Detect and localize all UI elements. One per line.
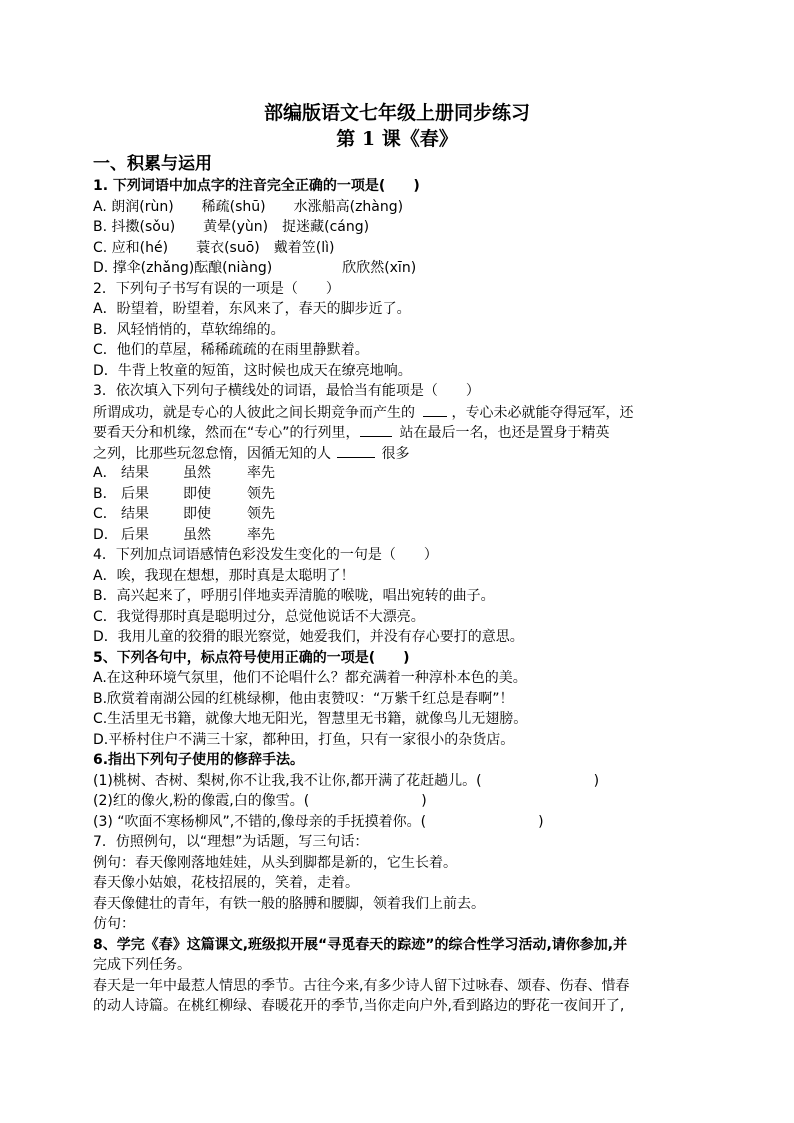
question-7-example-3: 春天像健壮的青年，有铁一般的胳膊和腰脚，领着我们上前去。 [93,895,485,912]
question-1-option-b: B. 抖擞(sǒu) 黄晕(yùn) 捉迷藏(cáng) [93,219,370,235]
passage-text: 要看天分和机缘，然而在“专心”的行列里， [93,425,360,441]
question-2-option-a: A．盼望着，盼望着，东风来了，春天的脚步近了。 [93,301,411,317]
question-4-option-c: C．我觉得那时真是聪明过分，总觉他说话不大漂亮。 [93,608,425,625]
question-7-imitate-label: 仿句： [93,916,135,932]
question-3-passage-line-2 [93,422,708,443]
question-8-paragraph-line-2: 的动人诗篇。在桃红柳绿、春暖花开的季节,当你走向户外,看到路边的野花一夜间开了, [93,998,625,1014]
question-4-option-a: A．唉，我现在想想，那时真是太聪明了！ [93,567,355,584]
question-7-stem: 7．仿照例句，以“理想”为话题，写三句话： [93,834,369,850]
question-5-option-d: D.平桥村住户不满三十家，都种田，打鱼，只有一家很小的杂货店。 [93,731,515,748]
question-3-option-b: B． 后果 即使 领先 [93,485,275,502]
blank-3 [337,443,375,458]
question-3-passage-line-3 [93,443,708,464]
question-2-stem: 2．下列句子书写有误的一项是（ ） [93,280,340,297]
blank-1 [423,402,447,417]
question-8-paragraph-line-1: 春天是一年中最惹人情思的季节。古往今来,有多少诗人留下过咏春、颂春、伤春、惜春 [93,977,630,994]
passage-text: 所谓成功，就是专心的人彼此之间长期竞争而产生的 [93,404,415,421]
passage-text: 很多 [381,445,410,462]
question-6-stem: 6.指出下列句子使用的修辞手法。 [93,752,305,768]
section-heading: 一、积累与运用 [93,154,212,174]
question-7-example-1: 例句：春天像刚落地娃娃，从头到脚都是新的，它生长着。 [93,854,457,871]
question-3-stem: 3．依次填入下列句子横线处的词语，最恰当有能项是（ ） [93,383,480,399]
question-1-option-d: D. 撑伞(zhǎng)酝酿(niàng) 欣欣然(xīn) [93,260,417,276]
question-5-stem: 5、下列各句中，标点符号使用正确的一项是( ) [93,649,410,666]
question-3-option-d: D． 后果 虽然 率先 [93,526,275,543]
question-2-option-b: B．风轻悄悄的，草软绵绵的。 [93,321,285,338]
blank-2 [360,422,392,437]
question-5-option-c: C.生活里无书籍，就像大地无阳光，智慧里无书籍，就像鸟儿无翅膀。 [93,711,528,727]
passage-text: 站在最后一名，也还是置身于精英 [399,425,610,441]
question-6-sentence-2: (2)红的像火,粉的像霞,白的像雪。( ) [93,793,427,809]
passage-text: ，专心未必就能夺得冠军，还 [451,404,634,421]
question-2-option-c: C．他们的草屋，稀稀疏疏的在雨里静默着。 [93,342,369,358]
question-6-sentence-1: (1)桃树、杏树、梨树,你不让我,我不让你,都开满了花赶趟儿。( ) [93,772,600,789]
question-1-option-a: A. 朗润(rùn) 稀疏(shū) 水涨船高(zhàng) [93,198,404,215]
question-2-option-d: D．牛背上牧童的短笛，这时候也成天在缭亮地响。 [93,362,412,379]
question-5-option-b: B.欣赏着南湖公园的红桃绿柳，他由衷赞叹：“万紫千红总是春啊”！ [93,690,514,707]
document-title: 部编版语文七年级上册同步练习 [263,102,530,124]
question-list [93,176,708,1017]
question-4-option-b: B．高兴起来了，呼朋引伴地卖弄清脆的喉咙，唱出宛转的曲子。 [93,588,495,604]
question-7-example-2: 春天像小姑娘，花枝招展的，笑着，走着。 [93,875,359,891]
question-4-stem: 4．下列加点词语感情色彩没发生变化的一句是（ ） [93,547,438,563]
lesson-title: 第 1 课《春》 [336,128,458,150]
question-4-option-d: D．我用儿童的狡猾的眼光察觉，她爱我们，并没有存心要打的意思。 [93,629,524,645]
question-8-stem-line-2: 完成下列任务。 [93,957,191,973]
question-3-option-a: A． 结果 虽然 率先 [93,465,275,481]
question-6-sentence-3: (3) “吹面不寒杨柳风”,不错的,像母亲的手抚摸着你。( ) [93,813,544,830]
question-1-option-c: C. 应和(hé) 蓑衣(suō) 戴着笠(lì) [93,239,335,256]
question-1-stem: 1. 下列词语中加点字的注音完全正确的一项是( ) [93,178,420,194]
passage-text: 之列，比那些玩忽怠惰，因循无知的人 [93,445,331,462]
question-3-passage-line-1 [93,402,708,423]
question-5-option-a: A.在这种环境气氛里，他们不论唱什么？都充满着一种淳朴本色的美。 [93,670,527,686]
question-3-option-c: C． 结果 即使 领先 [93,506,275,522]
question-8-stem-line-1: 8、学完《春》这篇课文,班级拟开展“寻觅春天的踪迹”的综合性学习活动,请你参加,并 [93,936,628,953]
